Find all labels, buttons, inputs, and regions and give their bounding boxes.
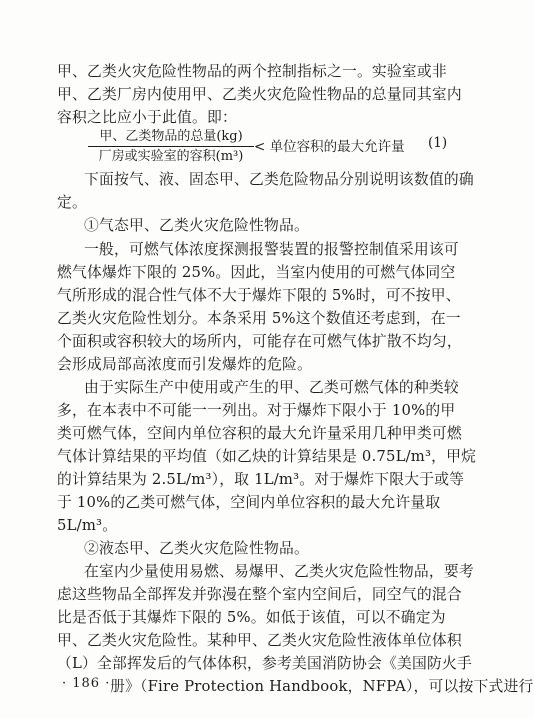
formula-numerator: 甲、乙类物品的总量(kg) xyxy=(99,129,243,144)
text-line: 乙类火灾危险性划分。本条采用 5%这个数值还考虑到，在一 xyxy=(57,310,461,327)
text-line: 甲、乙类火灾危险性物品的两个控制指标之一。实验室或非 xyxy=(57,63,447,80)
text-line: 的计算结果为 2.5L/m³），取 1L/m³。对于爆炸下限大于或等 xyxy=(57,471,465,488)
text-line: （L）全部挥发后的气体体积，参考美国消防协会《美国防火手 xyxy=(57,655,472,672)
page-number: · 186 · xyxy=(62,676,111,691)
text-line: 燃气体爆炸下限的 25%。因此，当室内使用的可燃气体同空 xyxy=(57,264,456,281)
text-line: 多，在本表中不可能一一列出。对于爆炸下限小于 10%的甲 xyxy=(57,402,456,419)
text-line: 定。 xyxy=(57,194,87,211)
text-line: 气体计算结果的平均值（如乙炔的计算结果是 0.75L/m³，甲烷 xyxy=(57,448,477,465)
text-line: 比是否低于其爆炸下限的 5%。如低于该值，可以不确定为 xyxy=(57,609,446,626)
text-line: 在室内少量使用易燃、易爆甲、乙类火灾危险性物品，要考 xyxy=(84,563,474,580)
text-line: 气所形成的混合性气体不大于爆炸下限的 5%时，可不按甲、 xyxy=(57,287,461,304)
formula xyxy=(88,128,468,166)
text-line: 册》（Fire Protection Handbook，NFPA），可以按下式进行 xyxy=(110,678,534,695)
text-line: 5L/m³。 xyxy=(57,517,118,534)
formula-fraction xyxy=(88,128,254,165)
section-heading: ①气态甲、乙类火灾危险性物品。 xyxy=(84,217,309,234)
text-line: 由于实际生产中使用或产生的甲、乙类可燃气体的种类较 xyxy=(84,379,459,396)
text-line: 虑这些物品全部挥发并弥漫在整个室内空间后，同空气的混合 xyxy=(57,586,462,603)
formula-rhs: < 单位容积的最大允许量 xyxy=(254,139,405,155)
text-line: 甲、乙类火灾危险性。某种甲、乙类火灾危险性液体单位体积 xyxy=(57,632,462,649)
text-line: 于 10%的乙类可燃气体，空间内单位容积的最大允许量取 xyxy=(57,494,441,511)
formula-number: (1) xyxy=(428,135,448,151)
text-line: 下面按气、液、固态甲、乙类危险物品分别说明该数值的确 xyxy=(84,171,474,188)
text-line: 个面积或容积较大的场所内，可能存在可燃气体扩散不均匀， xyxy=(57,333,462,350)
formula-denominator: 厂房或实验室的容积(m³) xyxy=(98,149,244,164)
section-heading: ②液态甲、乙类火灾危险性物品。 xyxy=(84,540,309,557)
text-line: 会形成局部高浓度而引发爆炸的危险。 xyxy=(57,356,312,373)
text-line: 容积之比应小于此值。即： xyxy=(57,109,237,126)
fraction-bar xyxy=(88,146,254,147)
text-line: 甲、乙类厂房内使用甲、乙类火灾危险性物品的总量同其室内 xyxy=(57,86,462,103)
text-line: 类可燃气体，空间内单位容积的最大允许量采用几种甲类可燃 xyxy=(57,425,462,442)
text-line: 一般，可燃气体浓度探测报警装置的报警控制值采用该可 xyxy=(84,241,459,258)
